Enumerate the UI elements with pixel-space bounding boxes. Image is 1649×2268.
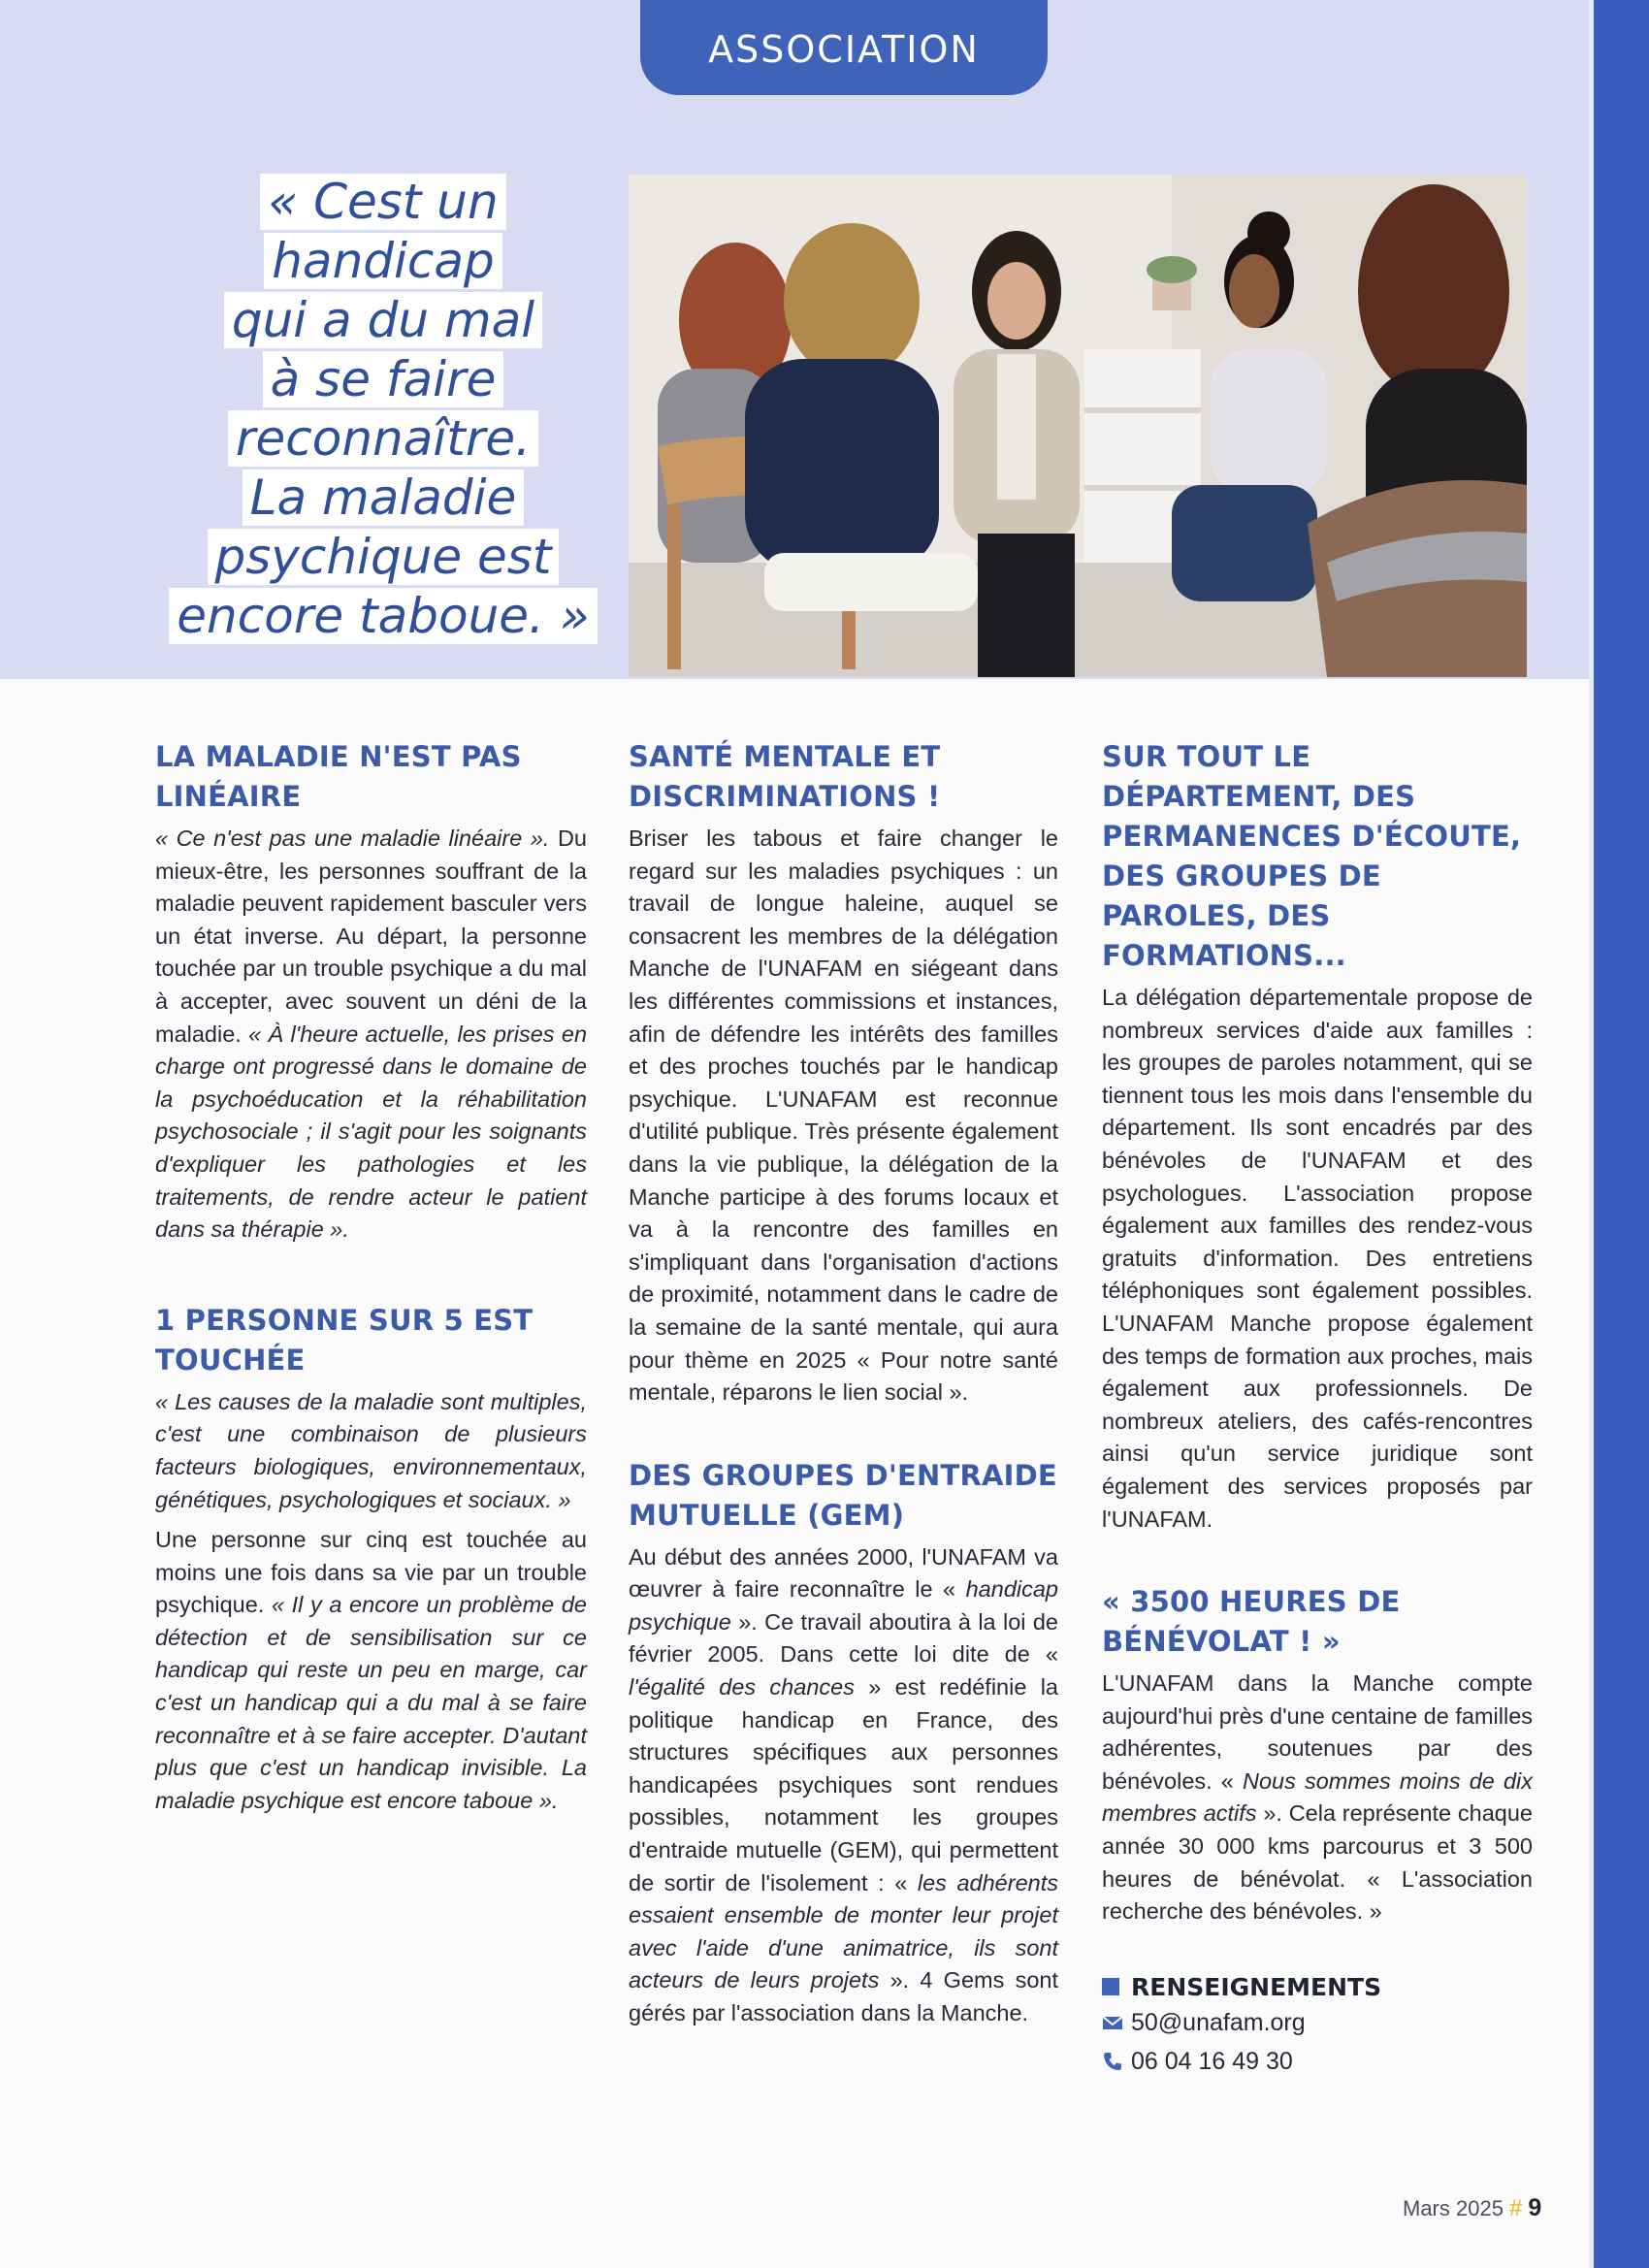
paragraph	[1102, 1668, 1533, 1928]
quote-text: « Ce n'est pas une maladie linéaire ».	[155, 826, 550, 851]
page-footer	[1403, 2194, 1541, 2222]
body-text: Au début des années 2000, l'UNAFAM va œuvrer à faire reconnaître le «	[629, 1543, 1058, 1603]
paragraph: La délégation départementale propose de nombreux services d'aide aux familles : les groupes de paroles notamment, qui se tiennent tous les mois dans l'ensemble du département. Ils sont encadrés par des bénévoles de l'UNAFAM et des psychologues. L'association propose également aux familles des rendez-vous gratuits d'information. Des entretiens téléphoniques sont également possibles. L'UNAFAM Manche propose également des temps de formation aux proches, mais également aux professionnels. De nombreux ateliers, des cafés-rencontres ainsi qu'un service juridique sont également des services proposés par l'UNAFAM.	[1102, 985, 1533, 1532]
email-line	[1102, 2005, 1533, 2040]
heading-gem: DES GROUPES D'ENTRAIDE MUTUELLE (GEM)	[629, 1458, 1057, 1532]
section-tab: ASSOCIATION	[640, 0, 1048, 95]
paragraph	[155, 823, 587, 1247]
hash-separator: #	[1508, 2195, 1523, 2221]
envelope-icon	[1102, 2012, 1123, 2033]
quote-text: « À l'heure actuelle, les prises en charge ont progressé dans le domaine de la psychoéducation et la réhabilitation psychosociale ; il s'agit pour les soignants d'expliquer les pathologies et les traitements, de rendre acteur le patient dans sa thérapie ».	[155, 1021, 588, 1243]
phone-line	[1102, 2044, 1533, 2079]
pull-quote	[146, 173, 621, 646]
info-title: RENSEIGNEMENTS	[1131, 1972, 1382, 2001]
body-text: ». Ce travail aboutira à la loi de février 2005. Dans cette loi dite de «	[629, 1608, 1058, 1668]
edge-band	[1594, 0, 1649, 2268]
pull-quote-line: encore taboue. »	[169, 588, 597, 644]
quote-text: les adhérents essaient ensemble de monter leur projet avec l'aide d'une animatrice, ils sont acteurs de leurs projets	[629, 1869, 1059, 1993]
pull-quote-line: qui a du mal	[224, 292, 542, 348]
body-text: Du mieux-être, les personnes souffrant de la maladie peuvent rapidement basculer vers un état inverse. Au départ, la personne touchée par un trouble psychique a du mal à accepter, avec souvent un déni de la maladie.	[155, 826, 587, 1047]
paragraph	[629, 1541, 1058, 2030]
heading-sante-mentale: SANTÉ MENTALE ET DISCRIMINATIONS !	[629, 740, 941, 813]
heading-departement: SUR TOUT LE DÉPARTEMENT, DES PERMANENCES D'ÉCOUTE, DES GROUPES DE PAROLES, DES FORMATIONS...	[1102, 740, 1522, 972]
phone-icon	[1102, 2051, 1123, 2072]
column-1	[155, 737, 587, 1825]
body-text: ». 4 Gems sont gérés par l'association dans la Manche.	[629, 1967, 1058, 2025]
column-2	[629, 737, 1058, 2038]
body-text: » est redéfinie la politique handicap en France, des structures spécifiques aux personnes handicapées psychiques sont rendues possibles, notamment les groupes d'entraide mutuelle (GEM), qui permettent de sortir de l'isolement : «	[629, 1674, 1058, 1895]
photo-illustration	[629, 175, 1527, 677]
column-3	[1102, 737, 1533, 2079]
body-text: L'UNAFAM dans la Manche compte aujourd'hui près d'une centaine de familles adhérentes, soutenues par des bénévoles. «	[1102, 1670, 1534, 1794]
group-therapy-photo	[629, 175, 1527, 677]
pull-quote-line: à se faire	[263, 351, 504, 407]
email-link[interactable]: 50@unafam.org	[1131, 2008, 1306, 2036]
paragraph	[155, 1524, 587, 1817]
quote-paragraph: « Les causes de la maladie sont multiples, c'est une combinaison de plusieurs facteurs biologiques, environnementaux, génétiques, psychologiques et sociaux. »	[155, 1388, 587, 1512]
quote-text: Nous sommes moins de dix membres actifs	[1102, 1767, 1533, 1827]
page-number: 9	[1528, 2194, 1542, 2221]
pull-quote-line: reconnaître.	[228, 410, 538, 467]
info-header	[1102, 1973, 1533, 2001]
quote-text: « Il y a encore un problème de détection et de sensibilisation sur ce handicap qui reste un peu en marge, car c'est un handicap qui a du mal à se faire reconnaître et à se faire accepter. D'autant plus que c'est un handicap invisible. La maladie psychique est encore taboue ».	[155, 1592, 587, 1813]
quote-text: handicap psychique	[629, 1576, 1058, 1635]
issue-date: Mars 2025	[1403, 2196, 1504, 2220]
heading-maladie-lineaire: LA MALADIE N'EST PAS LINÉAIRE	[155, 740, 522, 813]
quote-text: l'égalité des chances	[629, 1674, 855, 1701]
phone-number[interactable]: 06 04 16 49 30	[1131, 2047, 1293, 2075]
pull-quote-line: La maladie	[242, 470, 525, 526]
body-text: Une personne sur cinq est touchée au moins une fois dans sa vie par un trouble psychique.	[155, 1527, 587, 1618]
body-text: ». Cela représente chaque année 30 000 kms parcourus et 3 500 heures de bénévolat. « L'association recherche des bénévoles. »	[1102, 1800, 1533, 1925]
paragraph: Briser les tabous et faire changer le regard sur les maladies psychiques : un travail de longue haleine, auquel se consacrent les membres de la délégation Manche de l'UNAFAM en siégeant dans les différentes commissions et instances, afin de défendre les intérêts des familles et des proches touchés par le handicap psychique. L'UNAFAM est reconnue d'utilité publique. Très présente également dans la vie publique, la délégation de la Manche participe à des forums locaux et va à la rencontre des familles en s'impliquant dans l'organisation d'actions de proximité, notamment dans le cadre de la semaine de la santé mentale, qui aura pour thème en 2025 « Pour notre santé mentale, réparons le lien social ».	[629, 826, 1058, 1406]
heading-benevolat: « 3500 HEURES DE BÉNÉVOLAT ! »	[1102, 1585, 1401, 1659]
pull-quote-line: psychique est	[208, 529, 560, 585]
square-bullet-icon	[1102, 1978, 1119, 1995]
pull-quote-line: « Cest un handicap	[260, 174, 505, 289]
heading-1-sur-5: 1 PERSONNE SUR 5 EST TOUCHÉE	[155, 1303, 534, 1377]
